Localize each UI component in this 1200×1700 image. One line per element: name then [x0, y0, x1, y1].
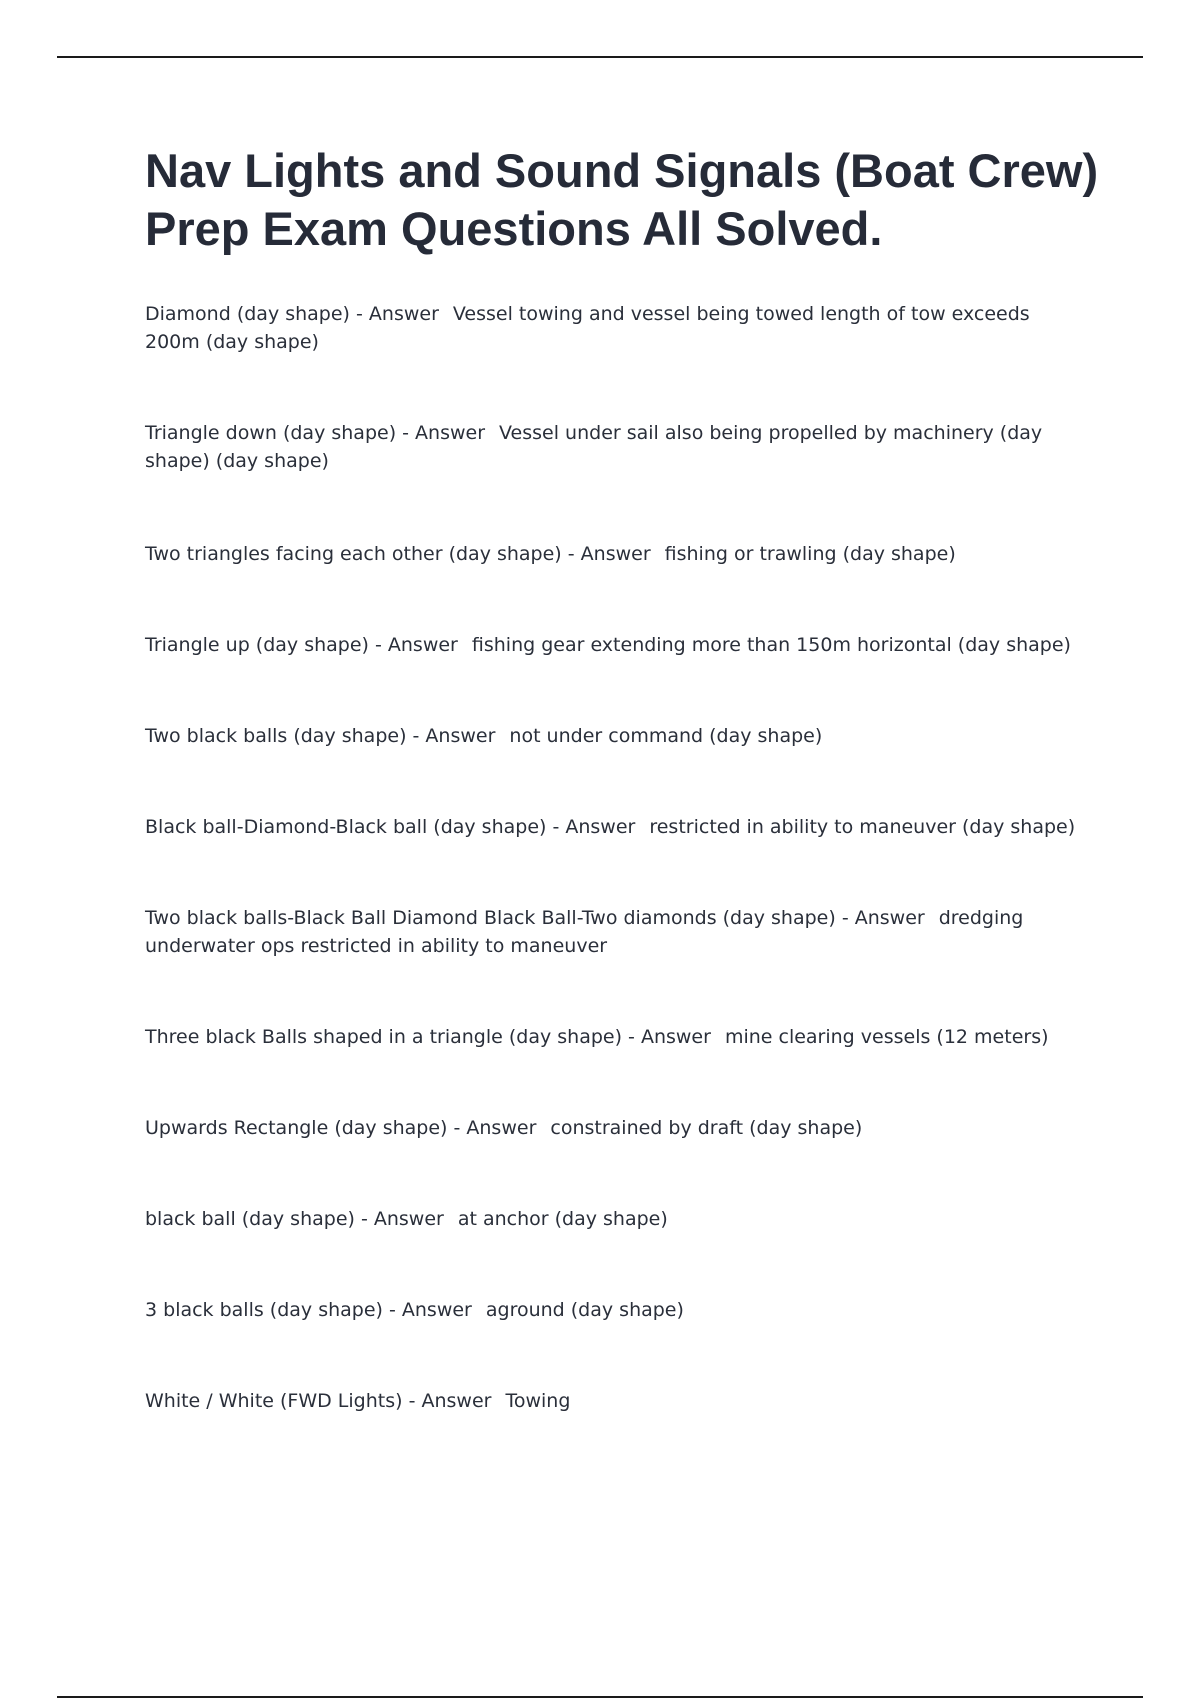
qa-item — [145, 1296, 1090, 1324]
qa-item — [145, 722, 1090, 750]
qa-answer: aground (day shape) — [485, 1299, 684, 1321]
qa-item — [145, 1114, 1090, 1142]
qa-question: Two triangles facing each other (day shape) - Answer — [145, 543, 651, 565]
top-divider — [57, 56, 1143, 58]
qa-answer: Vessel under sail also being propelled by machinery (day shape) (day shape) — [145, 422, 1043, 472]
qa-answer: at anchor (day shape) — [457, 1208, 668, 1230]
qa-question: 3 black balls (day shape) - Answer — [145, 1299, 472, 1321]
qa-item — [145, 419, 1090, 475]
qa-answer: fishing or trawling (day shape) — [664, 543, 956, 565]
qa-answer: Vessel towing and vessel being towed length of tow exceeds 200m (day shape) — [145, 303, 1030, 353]
qa-item — [145, 631, 1090, 659]
qa-item — [145, 1387, 1090, 1415]
qa-item — [145, 1023, 1090, 1051]
qa-item — [145, 813, 1090, 841]
qa-question: White / White (FWD Lights) - Answer — [145, 1390, 492, 1412]
bottom-divider — [57, 1696, 1143, 1698]
qa-answer: not under command (day shape) — [509, 725, 823, 747]
qa-question: Three black Balls shaped in a triangle (day shape) - Answer — [145, 1026, 711, 1048]
qa-answer: dredging underwater ops restricted in ability to maneuver — [145, 907, 1024, 957]
qa-question: Triangle up (day shape) - Answer — [145, 634, 458, 656]
qa-question: black ball (day shape) - Answer — [145, 1208, 444, 1230]
qa-item — [145, 904, 1090, 960]
qa-question: Diamond (day shape) - Answer — [145, 303, 439, 325]
qa-question: Triangle down (day shape) - Answer — [145, 422, 486, 444]
qa-answer: fishing gear extending more than 150m horizontal (day shape) — [471, 634, 1071, 656]
page-title: Nav Lights and Sound Signals (Boat Crew) Prep Exam Questions All Solved. — [145, 144, 1099, 255]
qa-item — [145, 300, 1090, 356]
qa-answer: constrained by draft (day shape) — [550, 1117, 863, 1139]
qa-answer: restricted in ability to maneuver (day shape) — [649, 816, 1076, 838]
qa-question: Black ball-Diamond-Black ball (day shape) - Answer — [145, 816, 636, 838]
qa-question: Two black balls (day shape) - Answer — [145, 725, 496, 747]
qa-item — [145, 1205, 1090, 1233]
qa-question: Upwards Rectangle (day shape) - Answer — [145, 1117, 537, 1139]
qa-item — [145, 540, 1090, 568]
qa-question: Two black balls-Black Ball Diamond Black Ball-Two diamonds (day shape) - Answer — [145, 907, 925, 929]
qa-answer: Towing — [505, 1390, 571, 1412]
qa-answer: mine clearing vessels (12 meters) — [724, 1026, 1049, 1048]
